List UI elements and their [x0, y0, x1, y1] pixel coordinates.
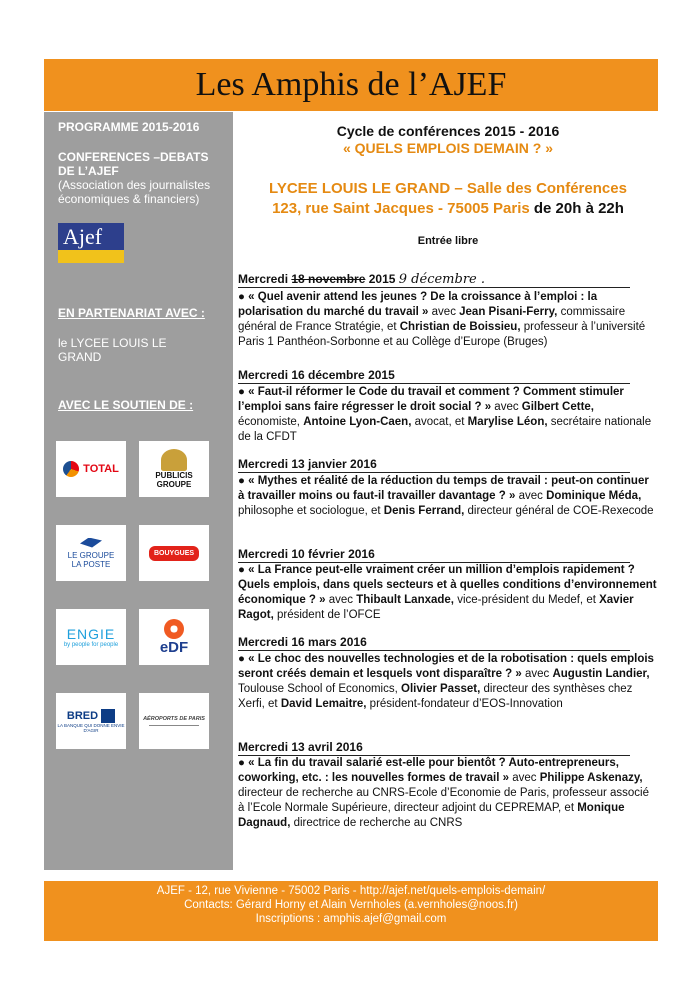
adp-logo: [139, 693, 209, 749]
speaker-name: Dominique Méda,: [546, 490, 642, 502]
event-date: Mercredi 13 avril 2016: [238, 740, 630, 756]
speaker-detail: commissaire général de France Stratégie, et: [238, 306, 626, 333]
edf-label: eDF: [159, 638, 189, 656]
total-logo: [56, 441, 126, 497]
speaker-name: Marylise Léon,: [467, 416, 548, 428]
edf-logo: [139, 609, 209, 665]
event-question: « La fin du travail salarié est-elle pour bientôt ? Auto-entrepreneurs, coworking, etc. : les nouvelles formes de travail »: [238, 757, 619, 784]
programme-label: PROGRAMME 2015-2016: [58, 120, 200, 134]
event-question: « Le choc des nouvelles technologies et de la robotisation : quels emplois seront créés demain et lesquels vont disparaître ? »: [238, 653, 654, 680]
speaker-name: Monique Dagnaud,: [238, 802, 625, 829]
conf-sub-1: (Association des journalistes: [58, 178, 211, 192]
conf-title-1: CONFERENCES –DEBATS: [58, 150, 209, 164]
speaker-detail: secrétaire nationale de la CFDT: [238, 416, 652, 443]
conf-title-2: DE L’AJEF: [58, 164, 119, 178]
laposte-label-1: LE GROUPE: [67, 550, 115, 560]
event-date: Mercredi 10 février 2016: [238, 547, 630, 563]
total-label: TOTAL: [83, 463, 119, 475]
venue-address: 123, rue Saint Jacques - 75005 Paris: [272, 200, 530, 217]
event-day: Mercredi: [238, 272, 292, 286]
cycle-title: Cycle de conférences 2015 - 2016: [336, 123, 560, 139]
event-date: Mercredi 16 mars 2016: [238, 635, 630, 651]
speaker-name: Augustin Landier,: [552, 668, 650, 680]
bred-logo: [56, 693, 126, 749]
publicis-lion-icon: [161, 449, 187, 471]
speaker-detail: avec: [491, 401, 522, 413]
venue-time: de 20h à 22h: [529, 200, 624, 217]
lycee-line-1: le LYCEE LOUIS LE: [58, 336, 167, 350]
speaker-detail: avocat, et: [411, 416, 468, 428]
engie-tagline: by people for people: [63, 642, 119, 648]
speaker-detail: avec: [515, 490, 547, 502]
speaker-name: Jean Pisani-Ferry,: [459, 306, 558, 318]
publicis-label-1: PUBLICIS: [155, 471, 193, 480]
event-date: Mercredi 13 janvier 2016: [238, 457, 630, 473]
engie-label: ENGIE: [66, 626, 116, 642]
speaker-name: Denis Ferrand,: [383, 505, 465, 517]
speaker-name: Olivier Passet,: [401, 683, 481, 695]
speaker-detail: vice-président du Medef, et: [454, 594, 600, 606]
speaker-detail: président-fondateur d’EOS-Innovation: [366, 698, 563, 710]
laposte-bird-icon: [80, 538, 102, 548]
header-banner: [44, 59, 658, 111]
event-year: 2015: [365, 272, 399, 286]
footer-inscriptions: Inscriptions : amphis.ajef@gmail.com: [255, 913, 447, 925]
speaker-name: Antoine Lyon-Caen,: [303, 416, 412, 428]
speaker-detail: philosophe et sociologue, et: [238, 505, 384, 517]
speaker-detail: avec: [509, 772, 540, 784]
laposte-logo: [56, 525, 126, 581]
lycee-line-2: GRAND: [58, 350, 102, 364]
adp-line: [149, 725, 199, 726]
footer: [44, 881, 658, 941]
engie-logo: [56, 609, 126, 665]
publicis-logo: [139, 441, 209, 497]
soutien-heading: AVEC LE SOUTIEN DE :: [58, 398, 194, 412]
publicis-label-2: GROUPE: [156, 480, 192, 489]
event-date: [238, 272, 630, 288]
event-description: ● « Faut-il réformer le Code du travail et comment ? Comment stimuler l’emploi sans faire régresser le droit social ? » avec Gilbert Cette, économiste, Antoine Lyon-Caen, avocat, et Marylise Léon, secrétaire nationale de la CFDT: [238, 386, 652, 443]
speaker-name: Gilbert Cette,: [521, 401, 595, 413]
speaker-name: Christian de Boissieu,: [399, 321, 521, 333]
event-description: ● « La France peut-elle vraiment créer un million d’emplois rapidement ? Quels emplois, dans quels secteurs et à quelles conditions d’environnement économique ? » avec Thibault Lanxade, vice-président du Medef, et Xavier Ragot, président de l’OFCE: [238, 564, 657, 621]
event-question: « Quel avenir attend les jeunes ? De la croissance à l’emploi : la polarisation du marché du travail »: [238, 291, 598, 318]
event-date: Mercredi 16 décembre 2015: [238, 368, 630, 384]
event-description: ● « La fin du travail salarié est-elle pour bientôt ? Auto-entrepreneurs, coworking, etc. : les nouvelles formes de travail » avec Philippe Askenazy, directeur de recherche au CNRS-Ecole d’Economie de Paris, professeur associé à l’Ecole Normale Supérieure, directeur adjoint du CEPREMAP, et Monique Dagnaud, directrice de recherche au CNRS: [238, 757, 650, 829]
sidebar: [44, 112, 233, 870]
page-title: Les Amphis de l’AJEF: [195, 66, 507, 103]
partenariat-heading: EN PARTENARIAT AVEC :: [58, 306, 205, 320]
conf-sub-2: économiques & financiers): [58, 192, 200, 206]
speaker-name: Philippe Askenazy,: [539, 772, 643, 784]
ajef-logo: [58, 223, 124, 263]
bred-label: BRED: [66, 710, 99, 722]
speaker-detail: président de l’OFCE: [273, 609, 381, 621]
cycle-subtitle: « QUELS EMPLOIS DEMAIN ? »: [342, 140, 554, 156]
handwritten-date: 9 décembre .: [398, 272, 485, 287]
speaker-detail: professeur à l’université Paris 1 Panthéon-Sorbonne et au Collège d’Europe (Bruges): [238, 321, 646, 348]
ajef-logo-stripe: [58, 250, 124, 263]
speaker-detail: avec: [325, 594, 357, 606]
adp-label: AÉROPORTS DE PARIS: [143, 716, 205, 722]
speaker-detail: directrice de recherche au CNRS: [290, 817, 463, 829]
entree-libre: Entrée libre: [417, 235, 479, 247]
edf-flower-icon: [164, 619, 184, 639]
footer-contacts: Contacts: Gérard Horny et Alain Vernholes (a.vernholes@noos.fr): [184, 899, 518, 911]
speaker-detail: Toulouse School of Economics,: [238, 683, 402, 695]
bred-tagline: LA BANQUE QUI DONNE ENVIE D'AGIR: [57, 723, 125, 733]
bouygues-label: BOUYGUES: [149, 546, 199, 561]
laposte-label-2: LA POSTE: [71, 559, 111, 569]
speaker-name: Thibault Lanxade,: [356, 594, 454, 606]
event-question: « La France peut-elle vraiment créer un million d’emplois rapidement ? Quels emplois, dans quels secteurs et à quelles conditions d’environnement économique ? »: [238, 564, 657, 606]
speaker-detail: directeur des synthèses chez Xerfi, et: [238, 683, 633, 710]
speaker-name: Xavier Ragot,: [238, 594, 634, 621]
event-description: ● « Mythes et réalité de la réduction du temps de travail : peut-on continuer à travailler moins ou faut-il travailler davantage ? » avec Dominique Méda, philosophe et sociologue, et Denis Ferrand, directeur général de COE-Rexecode: [238, 475, 654, 517]
event-date-struck: 18 novembre: [291, 272, 366, 286]
speaker-detail: directeur de recherche au CNRS-Ecole d’Economie de Paris, professeur associé à l’Ecole Normale Supérieure, directeur adjoint du CEPREMAP, et: [238, 787, 650, 814]
bouygues-logo: [139, 525, 209, 581]
bred-square-icon: [101, 709, 115, 723]
footer-address: AJEF - 12, rue Vivienne - 75002 Paris - http://ajef.net/quels-emplois-demain/: [156, 885, 546, 897]
ajef-logo-text: Ajef: [58, 223, 124, 250]
total-icon: [63, 461, 79, 477]
event-description: ● « Quel avenir attend les jeunes ? De la croissance à l’emploi : la polarisation du marché du travail » avec Jean Pisani-Ferry, commissaire général de France Stratégie, et Christian de Boissieu, professeur à l’université Paris 1 Panthéon-Sorbonne et au Collège d’Europe (Bruges): [238, 291, 646, 348]
speaker-name: David Lemaitre,: [280, 698, 367, 710]
venue-name: LYCEE LOUIS LE GRAND – Salle des Conférences: [269, 180, 627, 197]
speaker-detail: avec: [428, 306, 460, 318]
event-description: ● « Le choc des nouvelles technologies et de la robotisation : quels emplois seront créés demain et lesquels vont disparaître ? » avec Augustin Landier, Toulouse School of Economics, Olivier Passet, directeur des synthèses chez Xerfi, et David Lemaitre, président-fondateur d’EOS-Innovation: [238, 653, 654, 710]
speaker-detail: économiste,: [238, 416, 304, 428]
speaker-detail: directeur général de COE-Rexecode: [464, 505, 654, 517]
event-question: « Faut-il réformer le Code du travail et comment ? Comment stimuler l’emploi sans faire régresser le droit social ? »: [238, 386, 624, 413]
event-question: « Mythes et réalité de la réduction du temps de travail : peut-on continuer à travailler moins ou faut-il travailler davantage ? »: [238, 475, 649, 502]
venue-address-line: [238, 200, 658, 217]
speaker-detail: avec: [521, 668, 553, 680]
